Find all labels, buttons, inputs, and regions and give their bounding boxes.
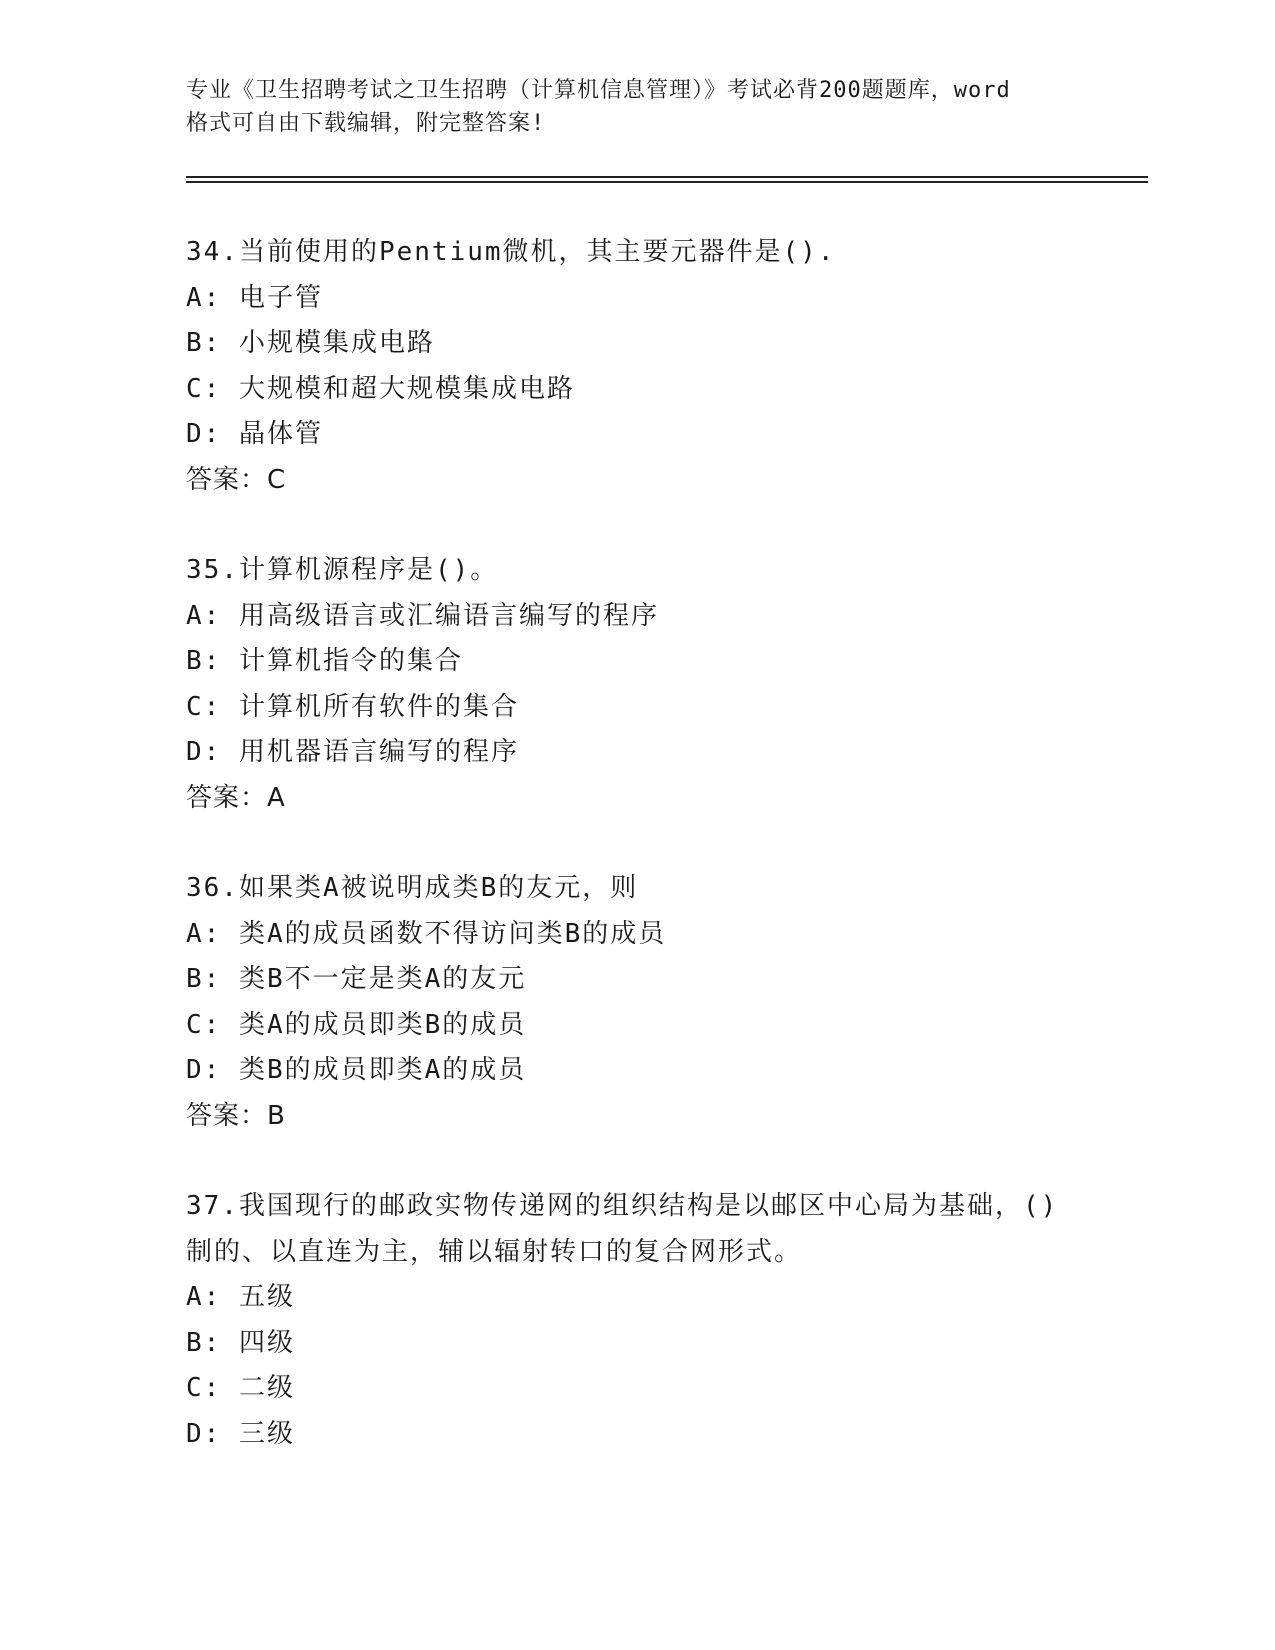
document-header [186,74,1086,140]
answer: 答案：A [186,782,286,813]
question-list [186,230,1146,1502]
question-stem-line-2: 制的、以直连为主，辅以辐射转口的复合网形式。 [186,1236,803,1267]
option-c: C: 类A的成员即类B的成员 [186,1009,527,1040]
option-a: A: 用高级语言或汇编语言编写的程序 [186,600,659,631]
option-b: B: 小规模集成电路 [186,328,435,358]
question-stem: 35.计算机源程序是()。 [186,555,499,585]
question-37 [186,1184,1146,1457]
header-line-2: 格式可自由下载编辑，附完整答案! [186,111,546,136]
option-b: B: 计算机指令的集合 [186,646,463,676]
option-a: A: 电子管 [186,282,323,313]
question-stem: 34.当前使用的Pentium微机，其主要元器件是(). [186,237,836,267]
option-d: D: 三级 [186,1418,295,1449]
option-c: C: 二级 [186,1373,295,1403]
option-c: C: 大规模和超大规模集成电路 [186,373,575,404]
answer: 答案：C [186,464,287,495]
option-c: C: 计算机所有软件的集合 [186,691,519,722]
option-d: D: 类B的成员即类A的成员 [186,1055,527,1085]
option-b: B: 四级 [186,1327,295,1358]
option-b: B: 类B不一定是类A的友元 [186,964,527,994]
option-d: D: 晶体管 [186,419,323,449]
question-stem-line-1: 37.我国现行的邮政实物传递网的组织结构是以邮区中心局为基础，() [186,1191,1059,1221]
option-d: D: 用机器语言编写的程序 [186,737,519,767]
header-line-1: 专业《卫生招聘考试之卫生招聘（计算机信息管理）》考试必背200题题库，word [186,78,1011,103]
header-divider-top [186,176,1148,178]
header-divider-bottom [186,181,1148,183]
option-a: A: 五级 [186,1282,295,1312]
question-36 [186,866,1146,1139]
option-a: A: 类A的成员函数不得访问类B的成员 [186,918,667,949]
question-35 [186,548,1146,821]
question-34 [186,230,1146,503]
answer: 答案：B [186,1100,286,1131]
question-stem: 36.如果类A被说明成类B的友元，则 [186,873,639,903]
